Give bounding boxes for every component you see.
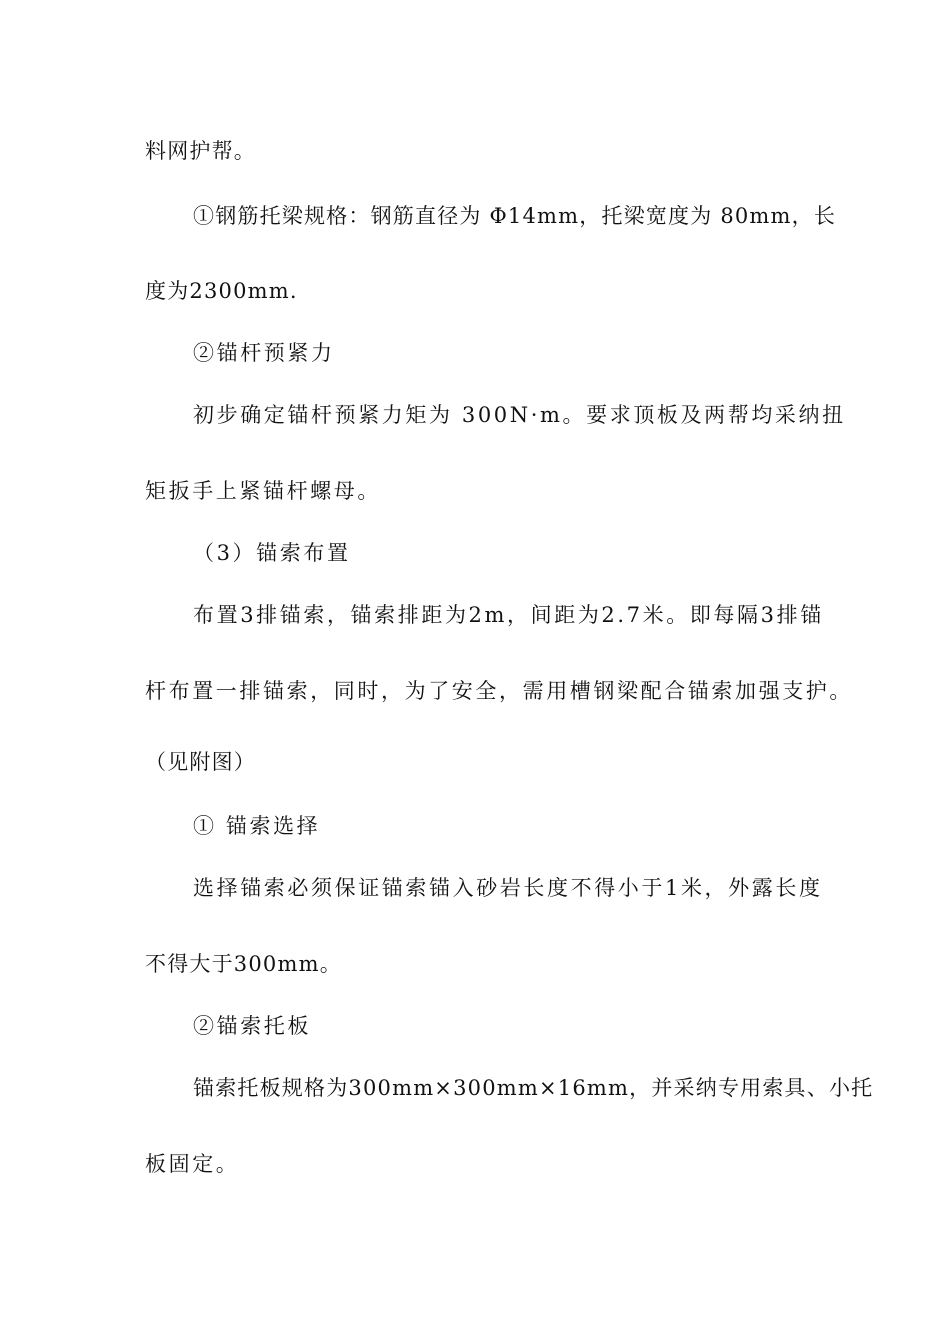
paragraph-line: 板固定。 (145, 1152, 240, 1176)
paragraph-line: 布置3排锚索，锚索排距为2m，间距为2.7米。即每隔3排锚 (193, 603, 824, 627)
paragraph-line: 杆布置一排锚索，同时，为了安全，需用槽钢梁配合锚索加强支护。 (145, 679, 853, 703)
paragraph-line: 不得大于300mm。 (145, 952, 342, 976)
section-heading: ②锚杆预紧力 (193, 341, 335, 365)
paragraph-line: 矩扳手上紧锚杆螺母。 (145, 479, 381, 503)
paragraph-line: 锚索托板规格为300mm×300mm×16mm，并采纳专用索具、小托 (193, 1076, 874, 1100)
paragraph-line: 初步确定锚杆预紧力矩为 300N·m。要求顶板及两帮均采纳扭 (193, 403, 846, 427)
paragraph-line: 料网护帮。 (145, 139, 256, 163)
section-heading: （3）锚索布置 (193, 541, 351, 565)
paragraph-line: 选择锚索必须保证锚索锚入砂岩长度不得小于1米，外露长度 (193, 876, 823, 900)
section-heading: ②锚索托板 (193, 1014, 311, 1038)
section-heading: ① 锚索选择 (193, 814, 321, 838)
paragraph-line: （见附图） (145, 750, 256, 774)
paragraph-line: 度为2300mm. (145, 279, 298, 303)
paragraph-line: ①钢筋托梁规格：钢筋直径为 Φ14mm，托梁宽度为 80mm，长 (193, 204, 837, 228)
